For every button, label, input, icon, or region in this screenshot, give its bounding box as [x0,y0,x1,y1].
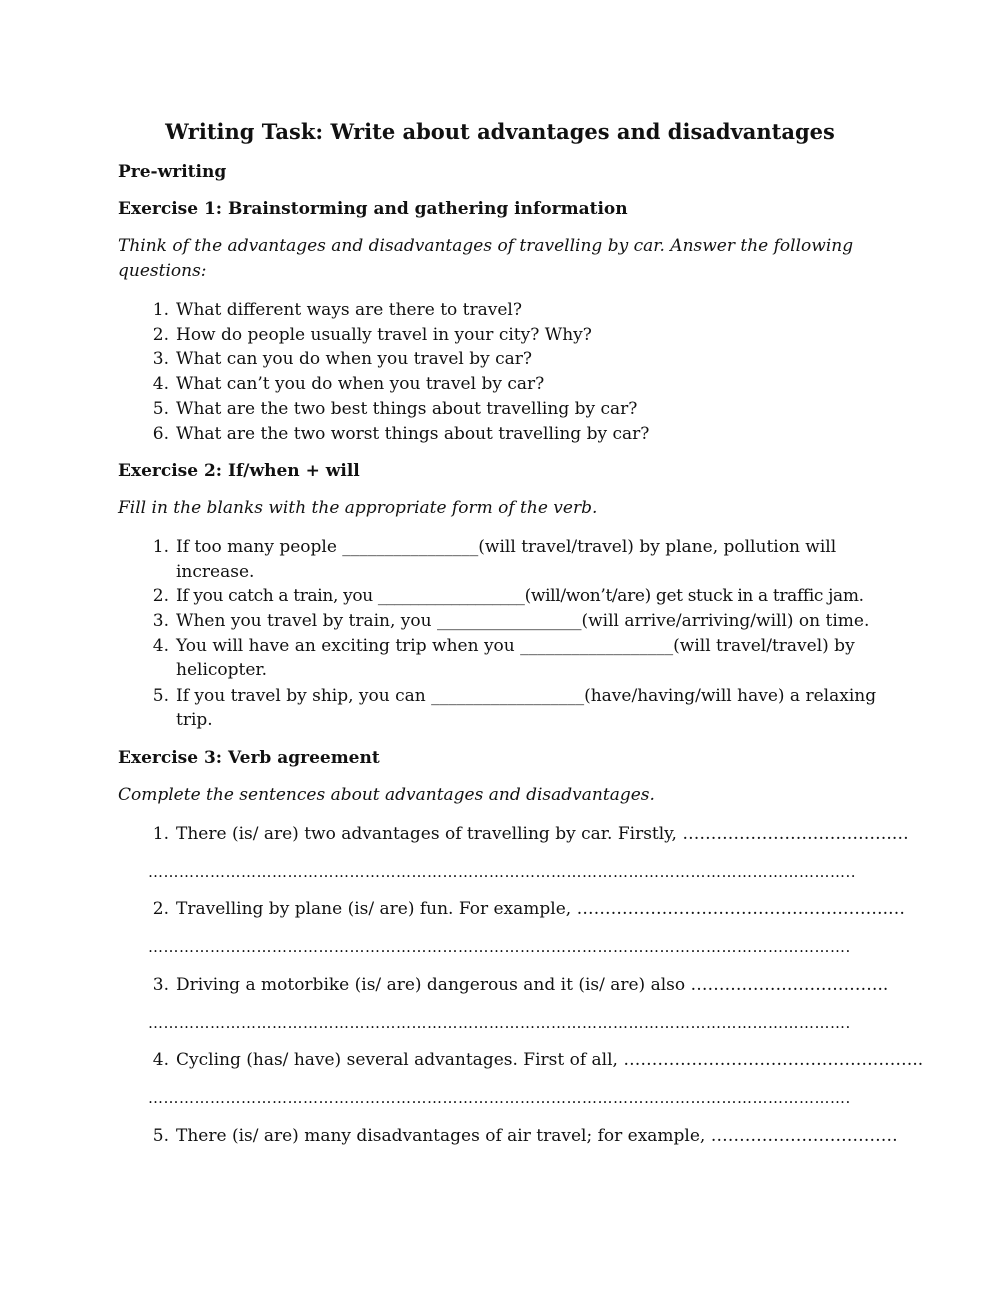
item-text: There (is/ are) two advantages of travelling by car. Firstly, ……………………………….… [176,824,909,844]
item-number: 1. [152,537,169,557]
item-number: 2. [152,899,169,919]
item-number: 3. [152,349,169,369]
item-text: You will have an exciting trip when you __________________(will travel/travel) by [176,636,855,656]
answer-dotted-line: ………………………………………………………………………………………………………………………. [148,1014,851,1032]
item-text: There (is/ are) many disadvantages of air travel; for example, …………………………… [176,1126,898,1146]
item-text: What can you do when you travel by car? [176,349,533,369]
item-text: Travelling by plane (is/ are) fun. For example, ……………………………………………….… [176,899,905,919]
item-number: 5. [152,399,169,419]
answer-dotted-line: ………………………………………………………………………………………………………………………. [148,1089,851,1107]
exercise2-heading: Exercise 2: If/when + will [118,461,360,481]
item-text: What can’t you do when you travel by car? [176,374,545,394]
exercise3-instruction: Complete the sentences about advantages and disadvantages. [118,785,655,805]
item-text: helicopter. [176,660,268,680]
item-number: 4. [152,636,169,656]
exercise3-heading: Exercise 3: Verb agreement [118,748,380,768]
answer-dotted-line: ………………………………………………………………………………………………………………………. [148,938,851,956]
item-text: Cycling (has/ have) several advantages. First of all, …………………………………………….. [176,1050,924,1070]
section-label-pre-writing: Pre-writing [118,162,227,182]
exercise1-heading: Exercise 1: Brainstorming and gathering information [118,199,628,219]
item-number: 5. [152,686,169,706]
item-text: If too many people ________________(will travel/travel) by plane, pollution will [176,537,837,557]
item-text: What are the two worst things about travelling by car? [176,424,650,444]
item-number: 5. [152,1126,169,1146]
item-number: 3. [152,975,169,995]
item-number: 4. [152,374,169,394]
item-number: 2. [152,586,169,606]
item-text: What different ways are there to travel? [176,300,522,320]
item-number: 4. [152,1050,169,1070]
item-text: trip. [176,710,213,730]
page-title: Writing Task: Write about advantages and disadvantages [165,119,835,144]
exercise2-instruction: Fill in the blanks with the appropriate form of the verb. [118,498,598,518]
item-text: If you travel by ship, you can __________________(have/having/will have) a relaxing [176,686,877,706]
item-text: Driving a motorbike (is/ are) dangerous and it (is/ are) also …………………………….. [176,975,889,995]
item-number: 1. [152,824,169,844]
item-text: When you travel by train, you _________________(will arrive/arriving/will) on time. [176,611,870,631]
exercise1-instruction: Think of the advantages and disadvantages of travelling by car. Answer the following questions: [118,236,854,281]
item-text: If you catch a train, you __________________(will/won’t/are) get stuck in a traffic jam. [176,586,864,606]
answer-dotted-line: ……………………………………………………………………………………………………………………….. [148,863,857,881]
item-text: What are the two best things about travelling by car? [176,399,638,419]
item-text: increase. [176,562,255,582]
item-text: How do people usually travel in your city? Why? [176,325,592,345]
item-number: 2. [152,325,169,345]
item-number: 1. [152,300,169,320]
item-number: 3. [152,611,169,631]
item-number: 6. [152,424,169,444]
